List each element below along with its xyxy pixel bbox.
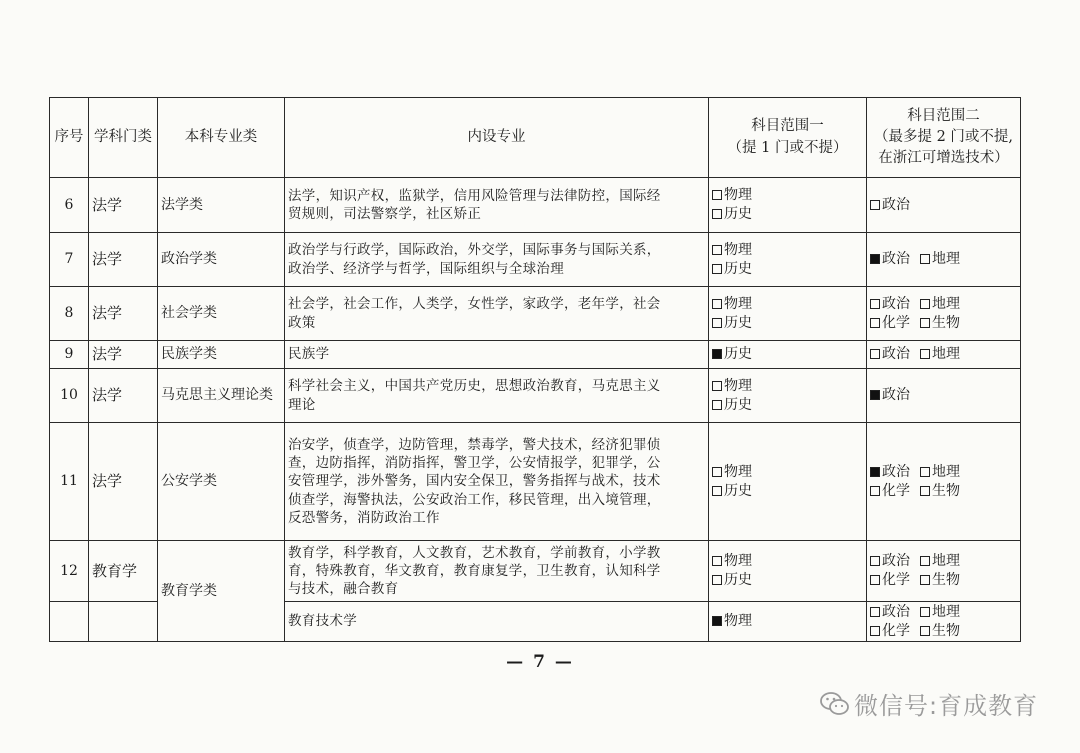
subject-label: 政治 (882, 463, 910, 480)
major-line: 科学社会主义，中国共产党历史，思想政治教育，马克思主义 (288, 378, 661, 395)
subject-label: 物理 (724, 463, 752, 480)
unchecked-box-icon (870, 556, 880, 566)
row-discipline: 法学 (89, 233, 158, 287)
row-major-class: 社会学类 (158, 287, 285, 341)
unchecked-box-icon (712, 400, 722, 410)
major-line: 反恐警务，消防政治工作 (288, 509, 440, 526)
option-line (712, 463, 863, 482)
subject-label: 物理 (724, 295, 752, 312)
major-line: 查，边防指挥，消防指挥，警卫学，公安情报学，犯罪学，公 (288, 455, 661, 472)
row-major-class: 马克思主义理论类 (158, 369, 285, 423)
unchecked-box-icon (920, 349, 930, 359)
subject-option (712, 314, 752, 333)
subject-label: 化学 (882, 572, 910, 588)
subject-label: 历史 (724, 314, 752, 331)
subject-option (712, 612, 752, 631)
row-discipline: 教育学 (89, 541, 158, 602)
subject-option (870, 386, 910, 405)
subject-label: 生物 (932, 314, 960, 331)
row-seq: 11 (50, 423, 89, 541)
subject-option (920, 250, 960, 269)
subject-label: 历史 (724, 396, 752, 413)
row-range1 (709, 287, 867, 341)
header-majors: 内设专业 (285, 98, 709, 178)
page-number: — 7 — (506, 652, 574, 672)
subject-option (712, 260, 752, 279)
major-line: 教育技术学 (288, 613, 357, 630)
major-line: 贸规则，司法警察学，社区矫正 (288, 206, 482, 222)
major-line: 法学，知识产权，监狱学，信用风险管理与法律防控，国际经 (288, 187, 661, 204)
checked-box-icon (870, 254, 880, 264)
row-major-class: 公安学类 (158, 423, 285, 541)
header-range2-line: （最多提 2 门或不提, (873, 128, 1014, 145)
subject-option (870, 295, 910, 314)
subject-label: 地理 (932, 346, 960, 363)
row-discipline: 法学 (89, 178, 158, 233)
option-line (870, 571, 1017, 590)
subject-option (712, 186, 752, 205)
option-line (712, 205, 863, 224)
table-row (50, 541, 1021, 602)
unchecked-box-icon (712, 467, 722, 477)
unchecked-box-icon (712, 486, 722, 496)
subject-label: 地理 (932, 251, 960, 268)
option-line (712, 260, 863, 279)
subject-option (712, 241, 752, 260)
row-range1 (709, 369, 867, 423)
subject-label: 物理 (724, 241, 752, 258)
unchecked-box-icon (712, 381, 722, 391)
option-line (870, 463, 1017, 482)
major-line: 理论 (288, 396, 316, 413)
major-line: 民族学 (288, 346, 330, 363)
subject-option (920, 482, 960, 501)
subject-label: 化学 (882, 314, 910, 331)
table-row (50, 287, 1021, 341)
option-line (870, 345, 1017, 364)
subject-option (920, 463, 960, 482)
unchecked-box-icon (870, 299, 880, 309)
table-row (50, 341, 1021, 369)
header-range1-line: 科目范围一 (751, 118, 824, 135)
unchecked-box-icon (920, 556, 930, 566)
option-line (870, 603, 1017, 622)
option-line (712, 571, 863, 590)
unchecked-box-icon (712, 190, 722, 200)
wechat-icon (820, 691, 850, 717)
row-range2 (867, 423, 1021, 541)
subject-option (870, 250, 910, 269)
subject-option (870, 345, 910, 364)
major-line: 治安学，侦查学，边防管理，禁毒学，警犬技术，经济犯罪侦 (288, 436, 661, 453)
subject-label: 政治 (882, 387, 910, 404)
subject-requirements-table (49, 97, 1021, 642)
subject-label: 化学 (882, 622, 910, 639)
header-seq: 序号 (50, 98, 89, 178)
subject-label: 生物 (932, 622, 960, 639)
subject-label: 地理 (932, 603, 960, 620)
subject-label: 政治 (882, 251, 910, 268)
major-line: 与技术，融合教育 (288, 581, 399, 598)
subject-label: 生物 (932, 572, 960, 588)
unchecked-box-icon (920, 486, 930, 496)
subject-option (870, 482, 910, 501)
row-majors (285, 178, 709, 233)
row-range1 (709, 602, 867, 642)
option-line (712, 186, 863, 205)
subject-label: 地理 (932, 553, 960, 570)
subject-label: 政治 (882, 295, 910, 312)
unchecked-box-icon (920, 626, 930, 636)
subject-option (870, 314, 910, 333)
row-major-class: 教育学类 (158, 541, 285, 642)
subject-option (712, 552, 752, 571)
row-major-class: 民族学类 (158, 341, 285, 369)
option-line (712, 241, 863, 260)
subject-label: 生物 (932, 482, 960, 499)
unchecked-box-icon (870, 318, 880, 328)
checked-box-icon (712, 349, 722, 359)
option-line (712, 345, 863, 364)
unchecked-box-icon (870, 349, 880, 359)
subject-option (870, 552, 910, 571)
unchecked-box-icon (920, 299, 930, 309)
subject-label: 政治 (882, 603, 910, 620)
major-line: 社会学，社会工作，人类学，女性学，家政学，老年学，社会 (288, 296, 661, 313)
major-line: 政策 (288, 314, 316, 331)
unchecked-box-icon (920, 575, 930, 585)
subject-option (920, 295, 960, 314)
header-range2 (867, 98, 1021, 178)
unchecked-box-icon (870, 607, 880, 617)
row-majors (285, 423, 709, 541)
subject-option (920, 314, 960, 333)
subject-option (920, 552, 960, 571)
subject-option (920, 603, 960, 622)
header-range1 (709, 98, 867, 178)
row-range1 (709, 178, 867, 233)
unchecked-box-icon (920, 607, 930, 617)
option-line (870, 482, 1017, 501)
row-majors (285, 233, 709, 287)
unchecked-box-icon (920, 254, 930, 264)
subject-label: 物理 (724, 187, 752, 204)
option-line (870, 196, 1017, 215)
major-line: 侦查学，海警执法，公安政治工作，移民管理，出入境管理， (288, 491, 661, 508)
subject-option (712, 463, 752, 482)
subject-option (712, 295, 752, 314)
row-seq (50, 602, 89, 642)
major-line: 育，特殊教育，华文教育，教育康复学，卫生教育，认知科学 (288, 562, 661, 579)
subject-label: 物理 (724, 553, 752, 570)
row-range2 (867, 233, 1021, 287)
subject-option (712, 345, 752, 364)
row-majors (285, 602, 709, 642)
subject-option (712, 482, 752, 501)
row-range2 (867, 602, 1021, 642)
row-range2 (867, 287, 1021, 341)
row-majors (285, 287, 709, 341)
option-line (870, 622, 1017, 641)
row-majors (285, 341, 709, 369)
row-seq: 6 (50, 178, 89, 233)
row-discipline (89, 602, 158, 642)
unchecked-box-icon (712, 575, 722, 585)
unchecked-box-icon (712, 556, 722, 566)
subject-option (870, 622, 910, 641)
row-majors (285, 541, 709, 602)
option-line (712, 482, 863, 501)
unchecked-box-icon (712, 264, 722, 274)
watermark (820, 686, 1038, 721)
row-seq: 10 (50, 369, 89, 423)
subject-label: 地理 (932, 463, 960, 480)
row-range2 (867, 178, 1021, 233)
header-major-class: 本科专业类 (158, 98, 285, 178)
row-discipline: 法学 (89, 369, 158, 423)
unchecked-box-icon (712, 245, 722, 255)
subject-label: 历史 (724, 482, 752, 499)
unchecked-box-icon (870, 626, 880, 636)
subject-label: 历史 (724, 572, 752, 588)
major-line: 安管理学，涉外警务，国内安全保卫，警务指挥与战术，技术 (288, 473, 661, 490)
header-range1-line: （提 1 门或不提） (727, 139, 848, 156)
unchecked-box-icon (920, 318, 930, 328)
subject-option (712, 205, 752, 224)
watermark-text: 微信号:育成教育 (854, 692, 1039, 720)
subject-option (712, 377, 752, 396)
option-line (712, 377, 863, 396)
subject-option (712, 396, 752, 415)
row-majors (285, 369, 709, 423)
subject-label: 物理 (724, 613, 752, 630)
subject-label: 地理 (932, 295, 960, 312)
subject-label: 化学 (882, 482, 910, 499)
subject-option (870, 571, 910, 590)
major-line: 政治学与行政学，国际政治，外交学，国际事务与国际关系， (288, 242, 661, 259)
table-row (50, 423, 1021, 541)
option-line (870, 250, 1017, 269)
subject-option (920, 345, 960, 364)
subject-option (870, 603, 910, 622)
row-discipline: 法学 (89, 341, 158, 369)
row-range2 (867, 541, 1021, 602)
table-row (50, 178, 1021, 233)
subject-option (870, 196, 910, 215)
table-row (50, 369, 1021, 423)
header-range2-line: 科目范围二 (907, 107, 980, 124)
row-major-class: 政治学类 (158, 233, 285, 287)
subject-label: 历史 (724, 206, 752, 222)
unchecked-box-icon (712, 318, 722, 328)
row-seq: 9 (50, 341, 89, 369)
option-line (870, 386, 1017, 405)
row-seq: 12 (50, 541, 89, 602)
subject-label: 物理 (724, 377, 752, 394)
option-line (870, 552, 1017, 571)
option-line (712, 314, 863, 333)
row-discipline: 法学 (89, 287, 158, 341)
subject-option (920, 571, 960, 590)
subject-option (920, 622, 960, 641)
row-seq: 8 (50, 287, 89, 341)
checked-box-icon (712, 616, 722, 626)
option-line (870, 314, 1017, 333)
row-discipline: 法学 (89, 423, 158, 541)
row-range1 (709, 423, 867, 541)
subject-label: 历史 (724, 260, 752, 277)
subject-label: 历史 (724, 346, 752, 363)
row-major-class: 法学类 (158, 178, 285, 233)
header-discipline: 学科门类 (89, 98, 158, 178)
major-line: 政治学、经济学与哲学，国际组织与全球治理 (288, 260, 564, 277)
unchecked-box-icon (712, 209, 722, 219)
option-line (870, 295, 1017, 314)
option-line (712, 612, 863, 631)
subject-label: 政治 (882, 346, 910, 363)
row-range2 (867, 369, 1021, 423)
row-range1 (709, 341, 867, 369)
subject-label: 政治 (882, 196, 910, 213)
unchecked-box-icon (870, 486, 880, 496)
table-row (50, 233, 1021, 287)
checked-box-icon (870, 390, 880, 400)
subject-label: 政治 (882, 553, 910, 570)
unchecked-box-icon (870, 200, 880, 210)
header-range2-line: 在浙江可增选技术） (878, 150, 1009, 166)
table-header-row (50, 98, 1021, 178)
unchecked-box-icon (870, 575, 880, 585)
subject-option (870, 463, 910, 482)
option-line (712, 396, 863, 415)
checked-box-icon (870, 467, 880, 477)
subject-option (712, 571, 752, 590)
row-range1 (709, 541, 867, 602)
unchecked-box-icon (920, 467, 930, 477)
option-line (712, 295, 863, 314)
row-range2 (867, 341, 1021, 369)
major-line: 教育学，科学教育，人文教育，艺术教育，学前教育，小学教 (288, 544, 661, 561)
row-range1 (709, 233, 867, 287)
row-seq: 7 (50, 233, 89, 287)
option-line (712, 552, 863, 571)
unchecked-box-icon (712, 299, 722, 309)
